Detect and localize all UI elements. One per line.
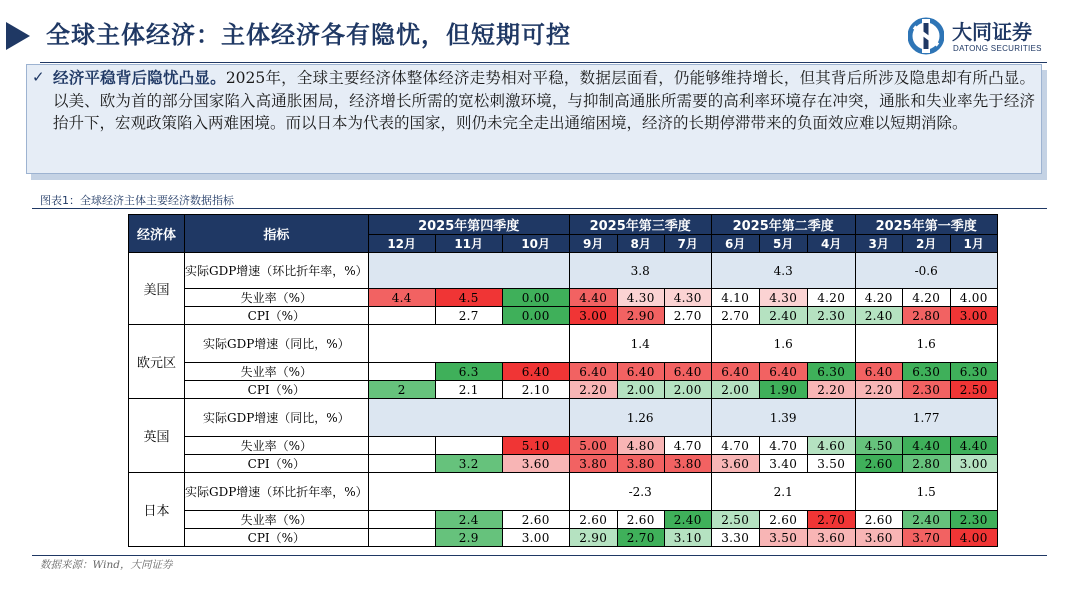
- value-cell: 3.60: [502, 455, 569, 473]
- value-cell: 2.00: [711, 381, 759, 399]
- table-row: [129, 381, 998, 399]
- table-row: [129, 511, 998, 529]
- gdp-cell: 1.6: [855, 325, 997, 363]
- value-cell: 2.60: [502, 511, 569, 529]
- value-cell: 3.40: [759, 455, 807, 473]
- economy-cell: 欧元区: [129, 325, 185, 399]
- value-cell: 6.40: [617, 363, 664, 381]
- table-row: [129, 455, 998, 473]
- economic-indicators-table: [128, 214, 998, 547]
- indicator-cell: 失业率（%）: [185, 437, 369, 455]
- value-cell: 6.40: [759, 363, 807, 381]
- gdp-cell: [368, 253, 569, 289]
- logo-name-cn: 大同证券: [952, 20, 1032, 44]
- value-cell: 2.60: [759, 511, 807, 529]
- value-cell: 3.60: [855, 529, 902, 547]
- gdp-cell: 1.6: [711, 325, 855, 363]
- company-logo: [908, 15, 1058, 61]
- checkmark-icon: ✓: [32, 68, 45, 86]
- value-cell: 4.20: [902, 289, 950, 307]
- economy-cell: 日本: [129, 473, 185, 547]
- header-economy: 经济体: [129, 215, 185, 253]
- value-cell: 4.10: [711, 289, 759, 307]
- economy-cell: 美国: [129, 253, 185, 325]
- value-cell: 2.7: [435, 307, 502, 325]
- gdp-cell: [368, 325, 569, 363]
- value-cell: 2.30: [902, 381, 950, 399]
- value-cell: 4.50: [855, 437, 902, 455]
- table-row: [129, 325, 998, 363]
- table-row: [129, 399, 998, 437]
- value-cell: 4.00: [950, 529, 997, 547]
- value-cell: 2.50: [950, 381, 997, 399]
- value-cell: 2.70: [807, 511, 855, 529]
- summary-paragraph: [53, 67, 1035, 135]
- indicator-cell: 实际GDP增速（环比折年率，%）: [185, 253, 369, 289]
- figure-caption: 图表1：全球经济主体主要经济数据指标: [40, 194, 234, 207]
- header-quarter: 2025年第四季度: [368, 215, 569, 235]
- gdp-cell: -0.6: [855, 253, 997, 289]
- value-cell: 6.30: [807, 363, 855, 381]
- value-cell: 6.3: [435, 363, 502, 381]
- value-cell: 3.30: [711, 529, 759, 547]
- logo-name-en: DATONG SECURITIES: [953, 44, 1042, 53]
- value-cell: 2.70: [711, 307, 759, 325]
- table-row: [129, 473, 998, 511]
- value-cell: 2: [368, 381, 435, 399]
- value-cell: 2.80: [902, 455, 950, 473]
- summary-box: [26, 64, 1042, 174]
- value-cell: 2.10: [502, 381, 569, 399]
- value-cell: 2.00: [617, 381, 664, 399]
- value-cell: 2.1: [435, 381, 502, 399]
- value-cell: 4.20: [855, 289, 902, 307]
- value-cell: 2.30: [950, 511, 997, 529]
- value-cell: 4.80: [617, 437, 664, 455]
- value-cell: 4.70: [759, 437, 807, 455]
- value-cell: 3.10: [664, 529, 711, 547]
- value-cell: 2.4: [435, 511, 502, 529]
- value-cell: 3.80: [617, 455, 664, 473]
- value-cell: 3.60: [711, 455, 759, 473]
- header-month: 7月: [664, 235, 711, 253]
- value-cell: 3.00: [502, 529, 569, 547]
- value-cell: [435, 437, 502, 455]
- value-cell: 6.40: [664, 363, 711, 381]
- value-cell: 4.4: [368, 289, 435, 307]
- summary-body: 2025年，全球主要经济体整体经济走势相对平稳，数据层面看，仍能够维持增长，但其背后所涉及隐患却有所凸显。以美、欧为首的部分国家陷入高通胀困局，经济增长所需的宽松刺激环境，与抑制高通胀所需要的高利率环境存在冲突，通胀和失业率先于经济抬升下，宏观政策陷入两难困境。而以日本为代表的国家，则仍未完全走出通缩困境，经济的长期停滞带来的负面效应难以短期消除。: [53, 69, 1035, 132]
- value-cell: 1.90: [759, 381, 807, 399]
- gdp-cell: [368, 399, 569, 437]
- header-divider: [40, 62, 1047, 63]
- header-month: 5月: [759, 235, 807, 253]
- value-cell: [368, 437, 435, 455]
- value-cell: 0.00: [502, 307, 569, 325]
- header-quarter: 2025年第三季度: [569, 215, 711, 235]
- summary-lead: 经济平稳背后隐忧凸显。: [53, 69, 226, 87]
- header-indicator: 指标: [185, 215, 369, 253]
- value-cell: 0.00: [502, 289, 569, 307]
- value-cell: [368, 511, 435, 529]
- data-source: 数据来源：Wind，大同证券: [40, 559, 173, 571]
- value-cell: 2.40: [855, 307, 902, 325]
- table-row: [129, 437, 998, 455]
- value-cell: 2.30: [807, 307, 855, 325]
- indicator-cell: 失业率（%）: [185, 289, 369, 307]
- value-cell: 2.40: [664, 511, 711, 529]
- value-cell: 2.20: [855, 381, 902, 399]
- value-cell: 2.00: [664, 381, 711, 399]
- value-cell: 4.30: [664, 289, 711, 307]
- value-cell: [368, 529, 435, 547]
- value-cell: 6.40: [569, 363, 617, 381]
- value-cell: 4.70: [711, 437, 759, 455]
- table-row: [129, 529, 998, 547]
- value-cell: 5.10: [502, 437, 569, 455]
- value-cell: 3.70: [902, 529, 950, 547]
- value-cell: 2.70: [664, 307, 711, 325]
- value-cell: 4.60: [807, 437, 855, 455]
- indicator-cell: CPI（%）: [185, 455, 369, 473]
- value-cell: 2.40: [759, 307, 807, 325]
- value-cell: 2.90: [617, 307, 664, 325]
- header-quarter: 2025年第一季度: [855, 215, 997, 235]
- header-quarter: 2025年第二季度: [711, 215, 855, 235]
- indicator-cell: 实际GDP增速（环比折年率，%）: [185, 473, 369, 511]
- value-cell: 6.30: [902, 363, 950, 381]
- value-cell: 3.00: [950, 455, 997, 473]
- header-month: 10月: [502, 235, 569, 253]
- table-row: [129, 363, 998, 381]
- value-cell: 2.60: [569, 511, 617, 529]
- indicator-cell: 失业率（%）: [185, 363, 369, 381]
- indicator-cell: 实际GDP增速（同比，%）: [185, 325, 369, 363]
- value-cell: [368, 455, 435, 473]
- gdp-cell: 3.8: [569, 253, 711, 289]
- value-cell: 4.30: [759, 289, 807, 307]
- header-month: 11月: [435, 235, 502, 253]
- indicator-cell: CPI（%）: [185, 529, 369, 547]
- gdp-cell: 1.4: [569, 325, 711, 363]
- value-cell: 3.50: [759, 529, 807, 547]
- value-cell: 3.2: [435, 455, 502, 473]
- header-month: 4月: [807, 235, 855, 253]
- indicator-cell: 实际GDP增速（同比，%）: [185, 399, 369, 437]
- value-cell: 2.70: [617, 529, 664, 547]
- gdp-cell: 4.3: [711, 253, 855, 289]
- page-title: 全球主体经济：主体经济各有隐忧，但短期可控: [46, 21, 571, 49]
- value-cell: 2.60: [617, 511, 664, 529]
- table-row: [129, 253, 998, 289]
- value-cell: 4.40: [902, 437, 950, 455]
- value-cell: [368, 363, 435, 381]
- caption-divider: [32, 208, 1047, 209]
- value-cell: 4.00: [950, 289, 997, 307]
- indicator-cell: CPI（%）: [185, 307, 369, 325]
- logo-mark-icon: [908, 17, 944, 55]
- gdp-cell: 2.1: [711, 473, 855, 511]
- value-cell: 6.40: [711, 363, 759, 381]
- value-cell: 2.80: [902, 307, 950, 325]
- gdp-cell: 1.39: [711, 399, 855, 437]
- gdp-cell: 1.77: [855, 399, 997, 437]
- indicator-cell: CPI（%）: [185, 381, 369, 399]
- value-cell: 3.60: [807, 529, 855, 547]
- value-cell: 4.30: [617, 289, 664, 307]
- value-cell: 5.00: [569, 437, 617, 455]
- value-cell: 2.50: [711, 511, 759, 529]
- economy-cell: 英国: [129, 399, 185, 473]
- value-cell: 3.00: [569, 307, 617, 325]
- header-month: 3月: [855, 235, 902, 253]
- header-month: 2月: [902, 235, 950, 253]
- header-month: 1月: [950, 235, 997, 253]
- value-cell: 6.40: [502, 363, 569, 381]
- value-cell: 3.80: [569, 455, 617, 473]
- value-cell: 3.00: [950, 307, 997, 325]
- value-cell: [368, 307, 435, 325]
- value-cell: 2.60: [855, 511, 902, 529]
- value-cell: 4.40: [569, 289, 617, 307]
- header-month: 9月: [569, 235, 617, 253]
- gdp-cell: -2.3: [569, 473, 711, 511]
- indicator-cell: 失业率（%）: [185, 511, 369, 529]
- value-cell: 2.20: [807, 381, 855, 399]
- header-month: 12月: [368, 235, 435, 253]
- value-cell: 2.90: [569, 529, 617, 547]
- gdp-cell: [368, 473, 569, 511]
- source-divider: [32, 555, 1047, 556]
- header-month: 8月: [617, 235, 664, 253]
- value-cell: 2.60: [855, 455, 902, 473]
- value-cell: 4.40: [950, 437, 997, 455]
- value-cell: 4.70: [664, 437, 711, 455]
- value-cell: 6.40: [855, 363, 902, 381]
- header-month: 6月: [711, 235, 759, 253]
- value-cell: 2.9: [435, 529, 502, 547]
- gdp-cell: 1.26: [569, 399, 711, 437]
- value-cell: 2.20: [569, 381, 617, 399]
- value-cell: 4.20: [807, 289, 855, 307]
- gdp-cell: 1.5: [855, 473, 997, 511]
- value-cell: 3.80: [664, 455, 711, 473]
- title-arrow-icon: [6, 22, 30, 50]
- value-cell: 2.40: [902, 511, 950, 529]
- table-row: [129, 307, 998, 325]
- value-cell: 3.50: [807, 455, 855, 473]
- value-cell: 6.30: [950, 363, 997, 381]
- value-cell: 4.5: [435, 289, 502, 307]
- table-row: [129, 289, 998, 307]
